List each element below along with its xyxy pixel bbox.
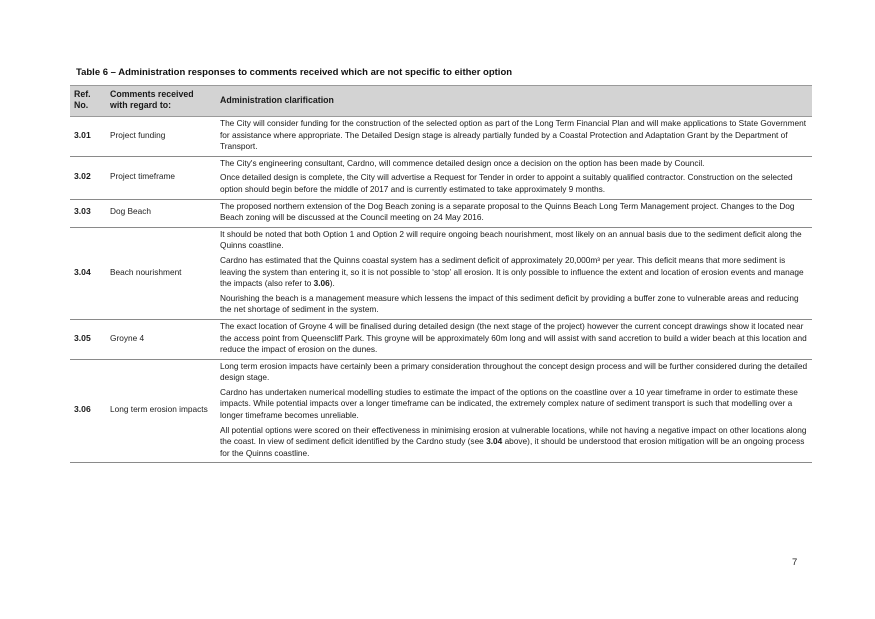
comment-topic: Groyne 4	[106, 319, 216, 359]
clarification-cell	[216, 117, 812, 157]
table-caption: Table 6 – Administration responses to comments received which are not specific to either option	[76, 67, 513, 78]
table-row	[70, 199, 812, 227]
clarification-cell	[216, 199, 812, 227]
comment-topic: Beach nourishment	[106, 227, 216, 319]
clarification-paragraph: The exact location of Groyne 4 will be finalised during detailed design (the next stage of the project) however the current concept drawings show it located near the access point from Queenscliff Park. This groyne will be approximately 60m long and will assist with sand accretion to build a wider beach at this location and reduce the impact of erosion on the dunes.	[220, 320, 807, 355]
cross-reference: 3.04	[486, 436, 503, 447]
clarification-paragraph: Nourishing the beach is a management measure which lessens the impact of this sediment deficit by providing a buffer zone to vulnerable areas and reducing the net shortage of sediment in the system.	[220, 292, 799, 315]
clarification-cell	[216, 319, 812, 359]
clarification-paragraph: Cardno has estimated that the Quinns coastal system has a sediment deficit of approximately 20,000m³ per year. This deficit means that more sediment is leaving the system than entering it, so it is not possible to ‘stop’ all erosion. It is only possible to influence the extent and location of erosion events and manage the impacts (also refer to 3.06).	[220, 254, 804, 289]
ref-number: 3.05	[70, 319, 106, 359]
comment-topic: Long term erosion impacts	[106, 359, 216, 463]
clarification-paragraph: The City will consider funding for the construction of the selected option as part of the Long Term Financial Plan and will make applications to State Government for assistance where appropriate. The Detailed Design stage is already partially funded by a Coastal Protection and Adaptation Grant by the Department of Transport.	[220, 118, 807, 152]
clarification-paragraph: Long term erosion impacts have certainly been a primary consideration throughout the concept design process and will be further considered during the detailed design stage.	[220, 360, 808, 383]
table-row	[70, 156, 812, 199]
header-clarification: Administration clarification	[216, 86, 812, 117]
table-row	[70, 117, 812, 157]
ref-number: 3.02	[70, 156, 106, 199]
responses-table	[70, 85, 812, 463]
table-header-row	[70, 86, 812, 117]
ref-number: 3.04	[70, 227, 106, 319]
clarification-paragraph: The proposed northern extension of the Dog Beach zoning is a separate proposal to the Quinns Beach Long Term Management project. Changes to the Dog Beach zoning will be discussed at the Council meeting on 24 May 2016.	[220, 200, 795, 223]
clarification-paragraph: It should be noted that both Option 1 and Option 2 will require ongoing beach nourishment, most likely on an annual basis due to the sediment deficit along the Quinns coastline.	[220, 228, 802, 251]
header-ref-no: Ref. No.	[70, 86, 106, 117]
comment-topic: Project funding	[106, 117, 216, 157]
clarification-cell	[216, 227, 812, 319]
ref-number: 3.01	[70, 117, 106, 157]
clarification-cell	[216, 156, 812, 199]
ref-number: 3.03	[70, 199, 106, 227]
clarification-paragraph: All potential options were scored on their effectiveness in minimising erosion at vulnerable locations, while not having a negative impact on other locations along the coast. In view of sediment deficit identified by the Cardno study (see 3.04 above), it should be understood that erosion mitigation will be an ongoing process for the Quinns coastline.	[220, 424, 807, 458]
clarification-paragraph: The City's engineering consultant, Cardno, will commence detailed design once a decision on the option has been made by Council.	[220, 157, 705, 168]
table-row	[70, 319, 812, 359]
header-comments: Comments received with regard to:	[106, 86, 216, 117]
page-number: 7	[792, 557, 798, 568]
table-row	[70, 227, 812, 319]
clarification-paragraph: Once detailed design is complete, the City will advertise a Request for Tender in order to appoint a suitably qualified contractor. Construction on the selected option should begin before the middle of 2017 and is currently estimated to take approximately 9 months.	[220, 172, 793, 194]
table-row	[70, 359, 812, 463]
clarification-paragraph: Cardno has undertaken numerical modelling studies to estimate the impact of the options on the coastline over a 10 year timeframe in order to estimate these impacts. While potential impacts over a longer timeframe can be indicated, the extremely complex nature of sediment transport is such that modelling over a longer timeframe becomes unreliable.	[220, 386, 798, 421]
ref-number: 3.06	[70, 359, 106, 463]
clarification-cell	[216, 359, 812, 463]
cross-reference: 3.06	[313, 278, 330, 289]
comment-topic: Project timeframe	[106, 156, 216, 199]
comment-topic: Dog Beach	[106, 199, 216, 227]
